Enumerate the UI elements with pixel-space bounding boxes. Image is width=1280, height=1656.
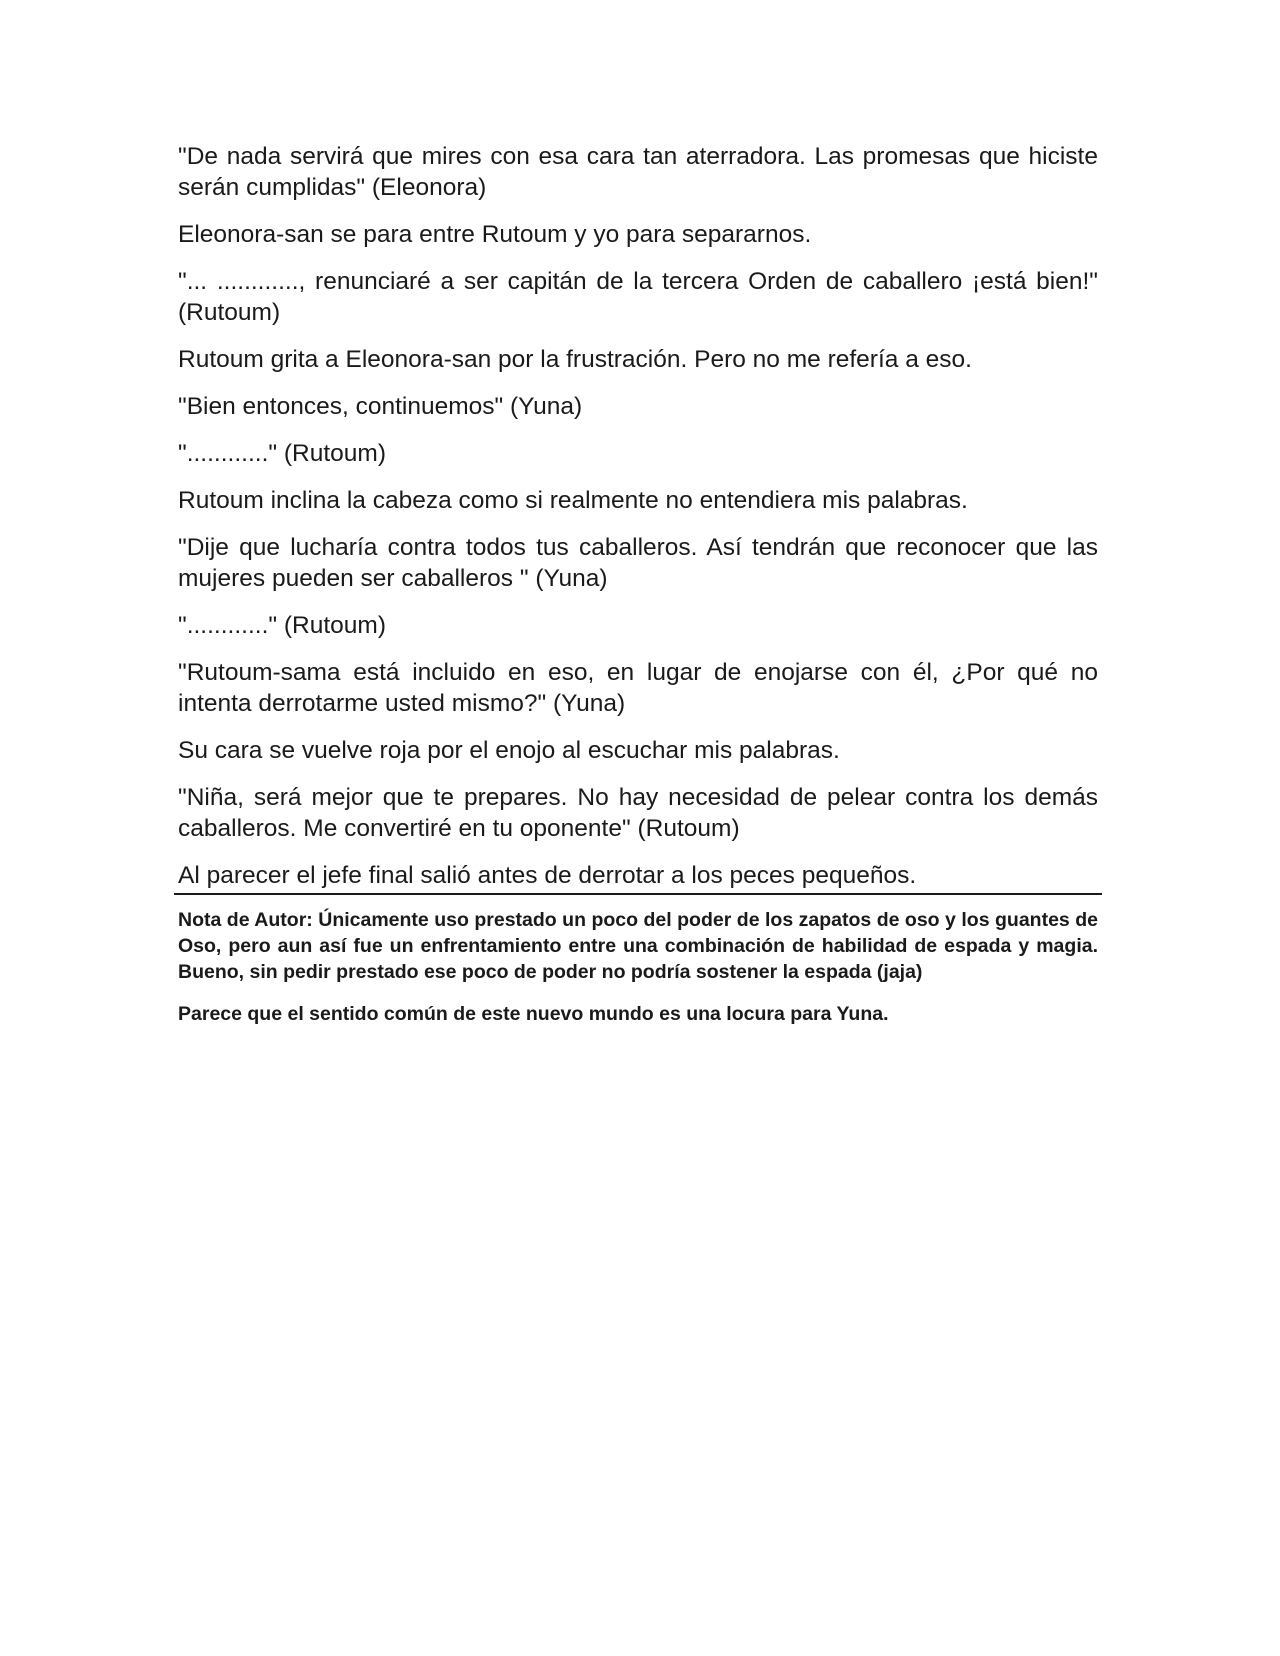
paragraph: Al parecer el jefe final salió antes de derrotar a los peces pequeños. <box>178 862 917 889</box>
paragraph: "Rutoum-sama está incluido en eso, en lugar de enojarse con él, ¿Por qué no intenta derrotarme usted mismo?" (Yuna) <box>178 659 1098 717</box>
paragraph: "............" (Rutoum) <box>178 440 386 467</box>
document-page <box>178 141 1098 1043</box>
paragraph: "Bien entonces, continuemos" (Yuna) <box>178 393 583 420</box>
paragraph: "Niña, será mejor que te prepares. No hay necesidad de pelear contra los demás caballeros. Me convertiré en tu oponente" (Rutoum) <box>178 784 1098 842</box>
paragraph: "Dije que lucharía contra todos tus caballeros. Así tendrán que reconocer que las mujeres pueden ser caballeros " (Yuna) <box>178 534 1098 592</box>
paragraph: "... ............, renunciaré a ser capitán de la tercera Orden de caballero ¡está bien!" (Rutoum) <box>178 268 1098 326</box>
section-divider <box>174 893 1102 895</box>
paragraph: "............" (Rutoum) <box>178 612 386 639</box>
paragraph: Rutoum inclina la cabeza como si realmente no entendiera mis palabras. <box>178 487 968 514</box>
author-note: Nota de Autor: Únicamente uso prestado un poco del poder de los zapatos de oso y los guantes de Oso, pero aun así fue un enfrentamiento entre una combinación de habilidad de espada y magia. Bueno, sin pedir prestado ese poco de poder no podría sostener la espada (jaja) <box>178 909 1098 983</box>
paragraph: "De nada servirá que mires con esa cara tan aterradora. Las promesas que hiciste serán cumplidas" (Eleonora) <box>178 143 1098 201</box>
paragraph: Rutoum grita a Eleonora-san por la frustración. Pero no me refería a eso. <box>178 346 972 373</box>
author-note: Parece que el sentido común de este nuevo mundo es una locura para Yuna. <box>178 1003 889 1025</box>
paragraph: Su cara se vuelve roja por el enojo al escuchar mis palabras. <box>178 737 840 764</box>
paragraph: Eleonora-san se para entre Rutoum y yo para separarnos. <box>178 221 812 248</box>
